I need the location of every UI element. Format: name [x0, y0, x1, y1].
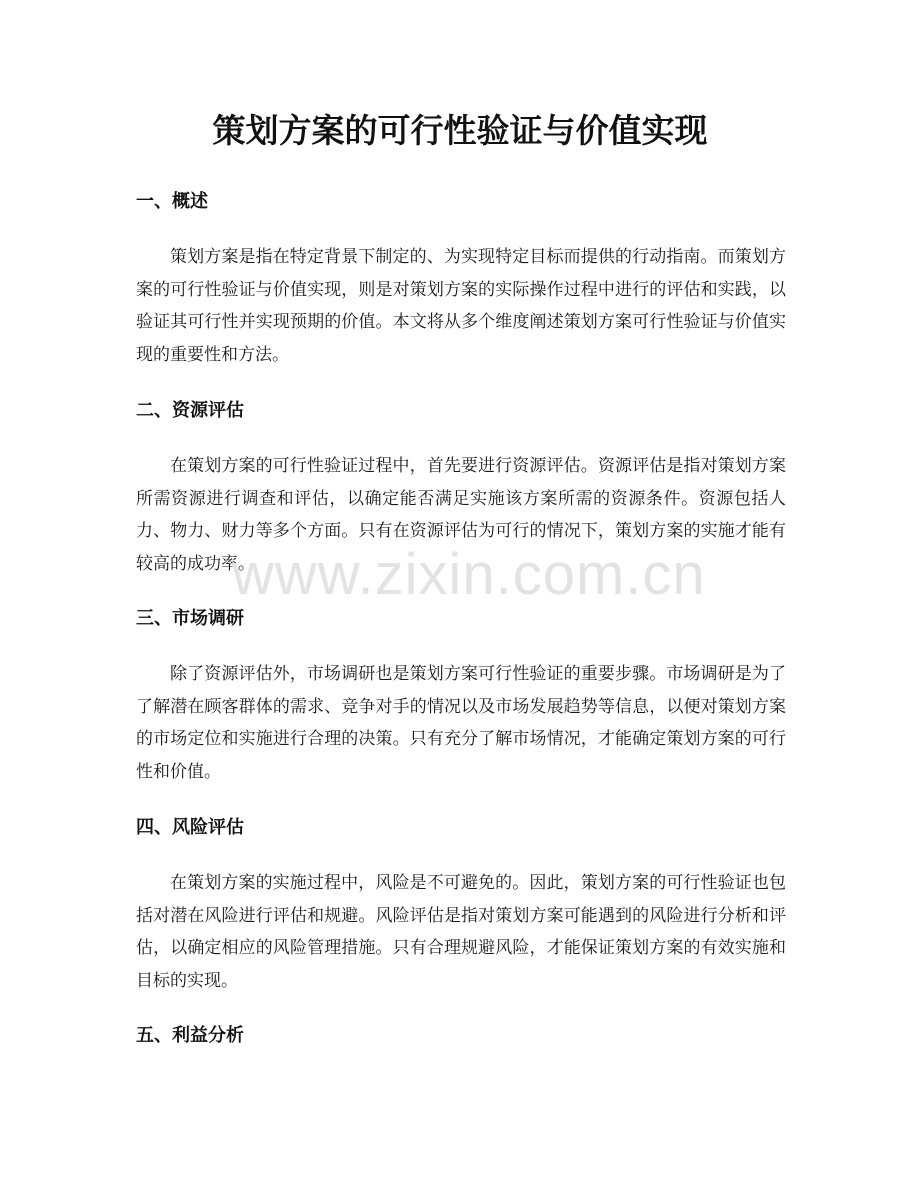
- section-paragraph: 在策划方案的实施过程中，风险是不可避免的。因此，策划方案的可行性验证也包括对潜在风险进行评估和规避。风险评估是指对策划方案可能遇到的风险进行分析和评估，以确定相应的风险管理措施。只有合理规避风险，才能保证策划方案的有效实施和目标的实现。: [136, 873, 786, 991]
- section-heading: 五、利益分析: [136, 1025, 244, 1046]
- section-overview: [136, 189, 786, 371]
- section-risk-assessment: [136, 815, 786, 997]
- section-benefit-analysis: [136, 1023, 786, 1049]
- section-paragraph: 在策划方案的可行性验证过程中，首先要进行资源评估。资源评估是指对策划方案所需资源进行调查和评估，以确定能否满足实施该方案所需的资源条件。资源包括人力、物力、财力等多个方面。只有在资源评估为可行的情况下，策划方案的实施才能有较高的成功率。: [136, 456, 786, 574]
- section-paragraph: 策划方案是指在特定背景下制定的、为实现特定目标而提供的行动指南。而策划方案的可行性验证与价值实现，则是对策划方案的实际操作过程中进行的评估和实践，以验证其可行性并实现预期的价值。本文将从多个维度阐述策划方案可行性验证与价值实现的重要性和方法。: [136, 247, 786, 365]
- document-title: 策划方案的可行性验证与价值实现: [212, 111, 708, 150]
- section-heading: 三、市场调研: [136, 608, 244, 629]
- section-heading: 一、概述: [136, 191, 208, 212]
- section-paragraph: 除了资源评估外，市场调研也是策划方案可行性验证的重要步骤。市场调研是为了了解潜在顾客群体的需求、竞争对手的情况以及市场发展趋势等信息，以便对策划方案的市场定位和实施进行合理的决策。只有充分了解市场情况，才能确定策划方案的可行性和价值。: [136, 664, 786, 782]
- section-heading: 二、资源评估: [136, 400, 244, 421]
- section-heading: 四、风险评估: [136, 817, 244, 838]
- section-market-research: [136, 606, 786, 788]
- watermark: www.zixin.com.cn: [232, 542, 706, 607]
